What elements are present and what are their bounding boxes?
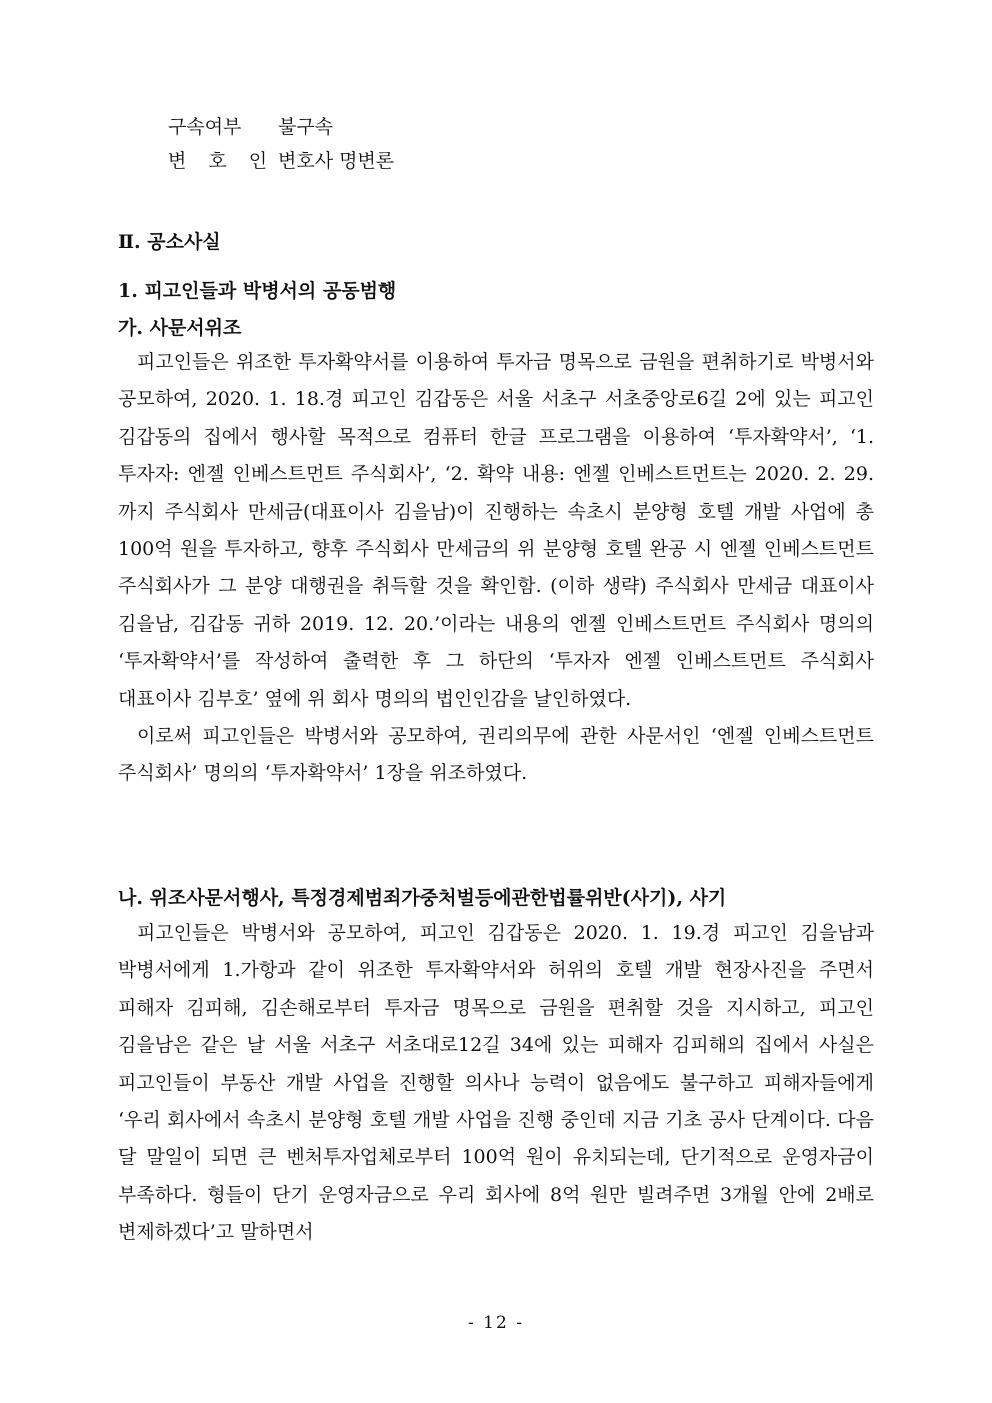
defense-counsel-label: 변 호 인 — [168, 150, 276, 172]
custody-status-value: 불구속 — [278, 116, 334, 138]
part-a-body — [118, 344, 874, 793]
defense-counsel-row — [168, 149, 394, 173]
paragraph: 이로써 피고인들은 박병서와 공모하여, 권리의무에 관한 사문서인 ‘엔젤 인베스트먼트 주식회사’ 명의의 ‘투자확약서’ 1장을 위조하였다. — [118, 725, 874, 785]
part-b-body — [118, 915, 874, 1252]
defense-counsel-value: 변호사 명변론 — [278, 150, 395, 172]
paragraph: 피고인들은 박병서와 공모하여, 피고인 김갑동은 2020. 1. 19.경 피고인 김을남과 박병서에게 1.가항과 같이 위조한 투자확약서와 허위의 호텔 개발 현장사진을 주면서 피해자 김피해, 김손해로부터 투자금 명목으로 금원을 편취할 것을 지시하고, 피고인 김을남은 같은 날 서울 서초구 서초대로12길 34에 있는 피해자 김피해의 집에서 사실은 피고인들이 부동산 개발 사업을 진행할 의사나 능력이 없음에도 불구하고 피해자들에게 ‘우리 회사에서 속초시 분양형 호텔 개발 사업을 진행 중인데 지금 기초 공사 단계이다. 다음 달 말일이 되면 큰 벤처투자업체로부터 100억 원이 유치되는데, 단기적으로 운영자금이 부족하다. 형들이 단기 운영자금으로 우리 회사에 8억 원만 빌려주면 3개월 안에 2배로 변제하겠다’고 말하면서 — [118, 922, 874, 1244]
part-a-heading: 가. 사문서위조 — [118, 317, 242, 339]
custody-status-row — [168, 115, 333, 139]
page-number: - 12 - — [468, 1313, 524, 1333]
custody-status-label: 구속여부 — [168, 116, 242, 138]
part-b-heading: 나. 위조사문서행사, 특정경제범죄가중처벌등에관한법률위반(사기), 사기 — [118, 887, 727, 909]
section-heading: Ⅱ. 공소사실 — [118, 231, 221, 253]
subsection-heading: 1. 피고인들과 박병서의 공동범행 — [118, 280, 397, 302]
paragraph: 피고인들은 위조한 투자확약서를 이용하여 투자금 명목으로 금원을 편취하기로 박병서와 공모하여, 2020. 1. 18.경 피고인 김갑동은 서울 서초구 서초중앙로6길 2에 있는 피고인 김갑동의 집에서 행사할 목적으로 컴퓨터 한글 프로그램을 이용하여 ‘투자확약서’, ‘1. 투자자: 엔젤 인베스트먼트 주식회사’, ‘2. 확약 내용: 엔젤 인베스트먼트는 2020. 2. 29.까지 주식회사 만세금(대표이사 김을남)이 진행하는 속초시 분양형 호텔 개발 사업에 총 100억 원을 투자하고, 향후 주식회사 만세금의 위 분양형 호텔 완공 시 엔젤 인베스트먼트 주식회사가 그 분양 대행권을 취득할 것을 확인함. (이하 생략) 주식회사 만세금 대표이사 김을남, 김갑동 귀하 2019. 12. 20.’이라는 내용의 엔젤 인베스트먼트 주식회사 명의의 ‘투자확약서’를 작성하여 출력한 후 그 하단의 ‘투자자 엔젤 인베스트먼트 주식회사 대표이사 김부호’ 옆에 위 회사 명의의 법인인감을 날인하였다. — [118, 351, 874, 710]
